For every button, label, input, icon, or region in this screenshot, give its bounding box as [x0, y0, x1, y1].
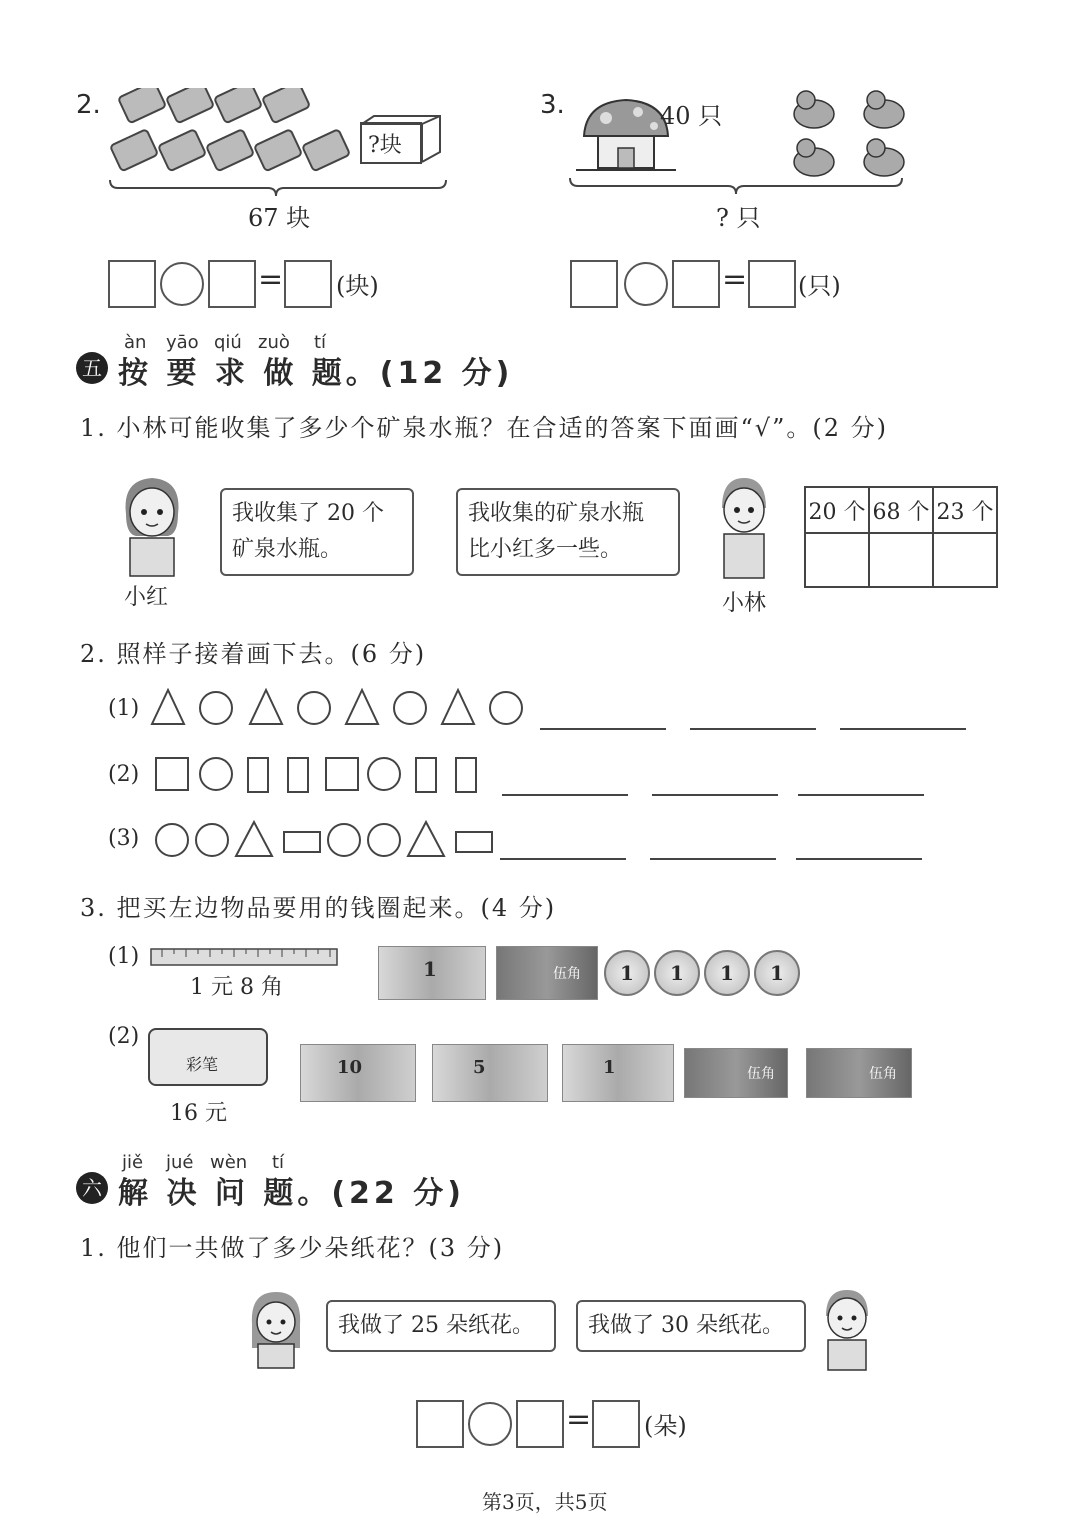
bill-value: 5	[473, 1057, 486, 1078]
page-footer: 第3页，共5页	[482, 1490, 608, 1514]
ruler-icon	[150, 948, 340, 968]
pinyin: àn	[124, 332, 147, 353]
bill-5-yuan[interactable]	[432, 1044, 548, 1102]
section-title: 解 决 问 题。(22 分)	[118, 1176, 465, 1211]
bill-value: 10	[337, 1057, 363, 1078]
pinyin: zuò	[258, 332, 290, 353]
equals-sign: =	[722, 262, 748, 297]
pinyin: wèn	[210, 1152, 248, 1173]
marker-box-label: 彩笔	[186, 1055, 219, 1074]
bill-5-jiao[interactable]	[806, 1048, 912, 1098]
answer-box[interactable]	[516, 1400, 564, 1448]
marker-box-icon	[148, 1028, 268, 1086]
girl-xiaohong-icon	[116, 474, 186, 578]
unit-label: (只)	[798, 272, 841, 300]
check-cell[interactable]	[869, 533, 933, 587]
coin-1-jiao[interactable]: 1	[654, 950, 700, 996]
question-text: 2. 照样子接着画下去。(6 分)	[80, 640, 427, 668]
answer-blank[interactable]	[796, 858, 922, 860]
pinyin: jué	[166, 1152, 194, 1173]
item2-price: 16 元	[170, 1101, 227, 1126]
pattern-row-3	[154, 820, 494, 860]
section-title: 按 要 求 做 题。(12 分)	[118, 356, 514, 391]
speech-bubble-boy: 我做了 30 朵纸花。	[576, 1300, 806, 1352]
bill-value: 1	[603, 1057, 616, 1078]
speech-bubble-xiaolin	[456, 488, 680, 576]
answer-box[interactable]	[672, 260, 720, 308]
option-20: 20 个	[805, 487, 869, 533]
bill-5-jiao[interactable]	[684, 1048, 788, 1098]
unknown-eraser-label: ?块	[368, 133, 402, 158]
coin-1-jiao[interactable]: 1	[604, 950, 650, 996]
problem-2-number: 2.	[76, 90, 101, 120]
answer-blank[interactable]	[502, 794, 628, 796]
problem-3-number: 3.	[540, 90, 565, 120]
problem-3-top-label: 40 只	[660, 102, 723, 130]
answer-blank[interactable]	[500, 858, 626, 860]
answer-blank[interactable]	[840, 728, 966, 730]
pinyin: tí	[314, 332, 327, 353]
coin-1-jiao[interactable]: 1	[704, 950, 750, 996]
item-label: (1)	[108, 944, 140, 969]
pinyin: tí	[272, 1152, 285, 1173]
check-cell[interactable]	[805, 533, 869, 587]
answer-box[interactable]	[208, 260, 256, 308]
operator-circle[interactable]	[160, 262, 204, 306]
name-xiaolin: 小林	[722, 591, 767, 616]
coin-1-jiao[interactable]: 1	[754, 950, 800, 996]
problem-2-total: 67 块	[248, 204, 311, 232]
check-cell[interactable]	[933, 533, 997, 587]
answer-options-table	[804, 486, 998, 588]
question-text: 1. 他们一共做了多少朵纸花？(3 分)	[80, 1234, 505, 1262]
equals-sign: =	[566, 1402, 592, 1437]
option-68: 68 个	[869, 487, 933, 533]
speech-bubble-xiaohong	[220, 488, 414, 576]
boy-xiaolin-icon	[714, 474, 774, 584]
answer-blank[interactable]	[690, 728, 816, 730]
boy-icon	[818, 1286, 876, 1372]
operator-circle[interactable]	[468, 1402, 512, 1446]
row-label: (1)	[108, 696, 140, 721]
answer-blank[interactable]	[650, 858, 776, 860]
bill-value: 1	[423, 957, 437, 981]
bill-5-jiao[interactable]	[496, 946, 598, 1000]
bubble-line: 矿泉水瓶。	[232, 537, 343, 562]
answer-blank[interactable]	[652, 794, 778, 796]
girl-icon	[246, 1288, 306, 1370]
equals-sign: =	[258, 262, 284, 297]
operator-circle[interactable]	[624, 262, 668, 306]
row-label: (3)	[108, 826, 140, 851]
answer-blank[interactable]	[798, 794, 924, 796]
answer-box[interactable]	[748, 260, 796, 308]
bubble-line: 比小红多一些。	[468, 537, 623, 562]
pattern-row-2	[154, 754, 484, 796]
bill-1-yuan[interactable]	[562, 1044, 674, 1102]
item1-price: 1 元 8 角	[190, 975, 283, 1000]
bill-value: 伍角	[553, 966, 581, 982]
unit-label: (朵)	[644, 1412, 687, 1440]
row-label: (2)	[108, 762, 140, 787]
name-xiaohong: 小红	[124, 585, 169, 610]
answer-box[interactable]	[592, 1400, 640, 1448]
problem-3-brace	[568, 176, 908, 198]
pinyin: qiú	[214, 332, 242, 353]
answer-box[interactable]	[416, 1400, 464, 1448]
bubble-line: 我收集的矿泉水瓶	[468, 501, 645, 526]
bill-10-yuan[interactable]	[300, 1044, 416, 1102]
bill-value: 伍角	[747, 1066, 775, 1082]
box-3d-edge	[360, 114, 444, 170]
section-badge: 六	[76, 1172, 108, 1204]
question-text: 3. 把买左边物品要用的钱圈起来。(4 分)	[80, 894, 557, 922]
answer-box[interactable]	[108, 260, 156, 308]
item-label: (2)	[108, 1024, 140, 1049]
speech-bubble-girl: 我做了 25 朵纸花。	[326, 1300, 556, 1352]
pinyin: yāo	[166, 332, 199, 353]
bill-1-yuan[interactable]	[378, 946, 486, 1000]
answer-box[interactable]	[570, 260, 618, 308]
pinyin: jiě	[122, 1152, 144, 1173]
option-23: 23 个	[933, 487, 997, 533]
section-badge: 五	[76, 352, 108, 384]
question-text: 1. 小林可能收集了多少个矿泉水瓶？在合适的答案下面画“√”。(2 分)	[80, 414, 888, 442]
birds-illustration	[786, 86, 916, 186]
pattern-row-1	[150, 688, 530, 728]
unit-label: (块)	[336, 272, 379, 300]
answer-box[interactable]	[284, 260, 332, 308]
answer-blank[interactable]	[540, 728, 666, 730]
bubble-line: 我收集了 20 个	[232, 501, 384, 526]
problem-3-total: ? 只	[716, 204, 761, 232]
bill-value: 伍角	[869, 1066, 897, 1082]
